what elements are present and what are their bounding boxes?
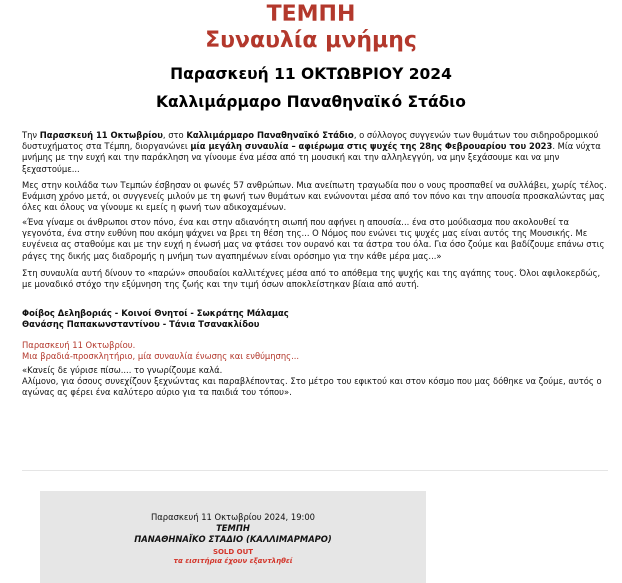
intro-text-g: . Μία νύχτα μνήμης με την ευχή και την παράκληση να γίνουμε ένα μέσα από τη μουσική και την αλληλεγγύη, να μην ξεχάσουμε και να μην ξεχαστούμε...	[22, 141, 601, 174]
card-event-name: ΤΕΜΠΗ	[216, 523, 250, 533]
event-venue-heading: Καλλιμάρμαρο Παναθηναϊκό Στάδιο	[156, 93, 466, 111]
section-divider	[22, 470, 608, 471]
intro-paragraph	[22, 130, 608, 175]
intro-text-e: , ο σύλλογος συγγενών των θυμάτων του σιδηροδρομικού δυστυχήματος στα Τέμπη, διοργανώνει	[22, 130, 599, 152]
intro-venue-bold: Καλλιμάρμαρο Παναθηναϊκό Στάδιο	[186, 130, 354, 140]
event-title: ΤΕΜΠΗ	[266, 2, 356, 27]
page-header	[0, 0, 622, 54]
invitation-note	[22, 340, 608, 362]
event-ticket-card[interactable]	[40, 491, 426, 583]
invitation-line-2: Μια βραδιά-προσκλητήριο, μία συναυλία ένωσης και ενθύμησης...	[22, 351, 300, 362]
card-datetime: Παρασκευή 11 Οκτωβρίου 2024, 19:00	[150, 512, 316, 522]
artists-intro-paragraph: Στη συναυλία αυτή δίνουν το «παρών» σπουδαίοι καλλιτέχνες μέσα από το απόθεμα της ψυχής και της αγάπης τους. Όλοι αφιλοκερδώς, με μοναδικό στόχο την εξύμνηση της ζωής και την τιμή όσων αποκλείστηκαν βίαια από αυτή.	[22, 268, 601, 290]
event-date-heading: Παρασκευή 11 ΟΚΤΩΒΡΙΟΥ 2024	[170, 65, 452, 83]
sold-out-badge: SOLD OUT	[212, 548, 254, 556]
artists-line-2: Θανάσης Παπακωνσταντίνου - Τάνια Τσανακλίδου	[22, 319, 260, 330]
sold-out-note: τα εισιτήρια έχουν εξαντληθεί	[173, 557, 293, 565]
card-venue: ΠΑΝΑΘΗΝΑΪΚΟ ΣΤΑΔΙΟ (ΚΑΛΛΙΜΑΡΜΑΡΟ)	[134, 534, 332, 544]
artists-line-1: Φοίβος Δεληβοριάς - Κοινοί Θνητοί - Σωκράτης Μάλαμας	[22, 308, 289, 318]
event-subtitle: Συναυλία μνήμης	[205, 28, 417, 53]
intro-date-bold: Παρασκευή 11 Οκτωβρίου	[39, 130, 163, 140]
closing-line-1: «Κανείς δε γύρισε πίσω.... το γνωρίζουμε καλά.	[22, 365, 223, 375]
intro-text-a: Την	[22, 130, 40, 140]
closing-line-2: Αλίμονο, για όσους συνεχίζουν ξεχνώντας και παραβλέποντας. Στο μέτρο του εφικτού και στον κόσμο που μας δόθηκε να ζούμε, αυτός ο αγώνας ας φέρει ένα καλύτερο αύριο για τα παιδιά του τόπου».	[22, 376, 602, 398]
tragedy-paragraph: Μες στην κοιλάδα των Τεμπών έσβησαν οι φωνές 57 ανθρώπων. Μια ανείπωτη τραγωδία που ο νους προσπαθεί να συλλάβει, χωρίς τέλος. Ενάμιση χρόνο μετά, οι συγγενείς μιλούν με τη φωνή των θυμάτων και ενώνονται μέσα από τον πόνο και την απουσία προσκαλώντας μας όλες και όλους να γίνουμε κι εμείς η φωνή των αδικοχαμένων.	[22, 180, 607, 213]
closing-quote	[22, 365, 608, 399]
quote-paragraph: «Ένα γίναμε οι άνθρωποι στον πόνο, ένα και στην αδιανόητη σιωπή που αφήνει η απουσία... ένα στο μούδιασμα που ακολουθεί τα γεγονότα, ένα στην ευθύνη που ακόμη ψάχνει να βρει τη θέση της... Ο Νόμος που ενώνει τις ψυχές μας είναι αυτός της Μουσικής. Με ευγένεια ας σταθούμε και με την ευχή η ένωσή μας να φτάσει τον ουρανό και τα άστρα του όλα. Για όσο ζούμε και βαδίζουμε επάνω στις ράγες της δικής μας διαδρομής η μνήμη των αγαπημένων είναι ορόσημο για την κάθε μέρα μας...»	[22, 217, 605, 261]
artists-list	[22, 308, 608, 330]
invitation-line-1: Παρασκευή 11 Οκτωβρίου.	[22, 340, 136, 350]
intro-text-c: , στο	[162, 130, 187, 140]
intro-concert-bold: μία μεγάλη συναυλία – αφιέρωμα στις ψυχές της 28ης Φεβρουαρίου του 2023	[190, 141, 553, 152]
